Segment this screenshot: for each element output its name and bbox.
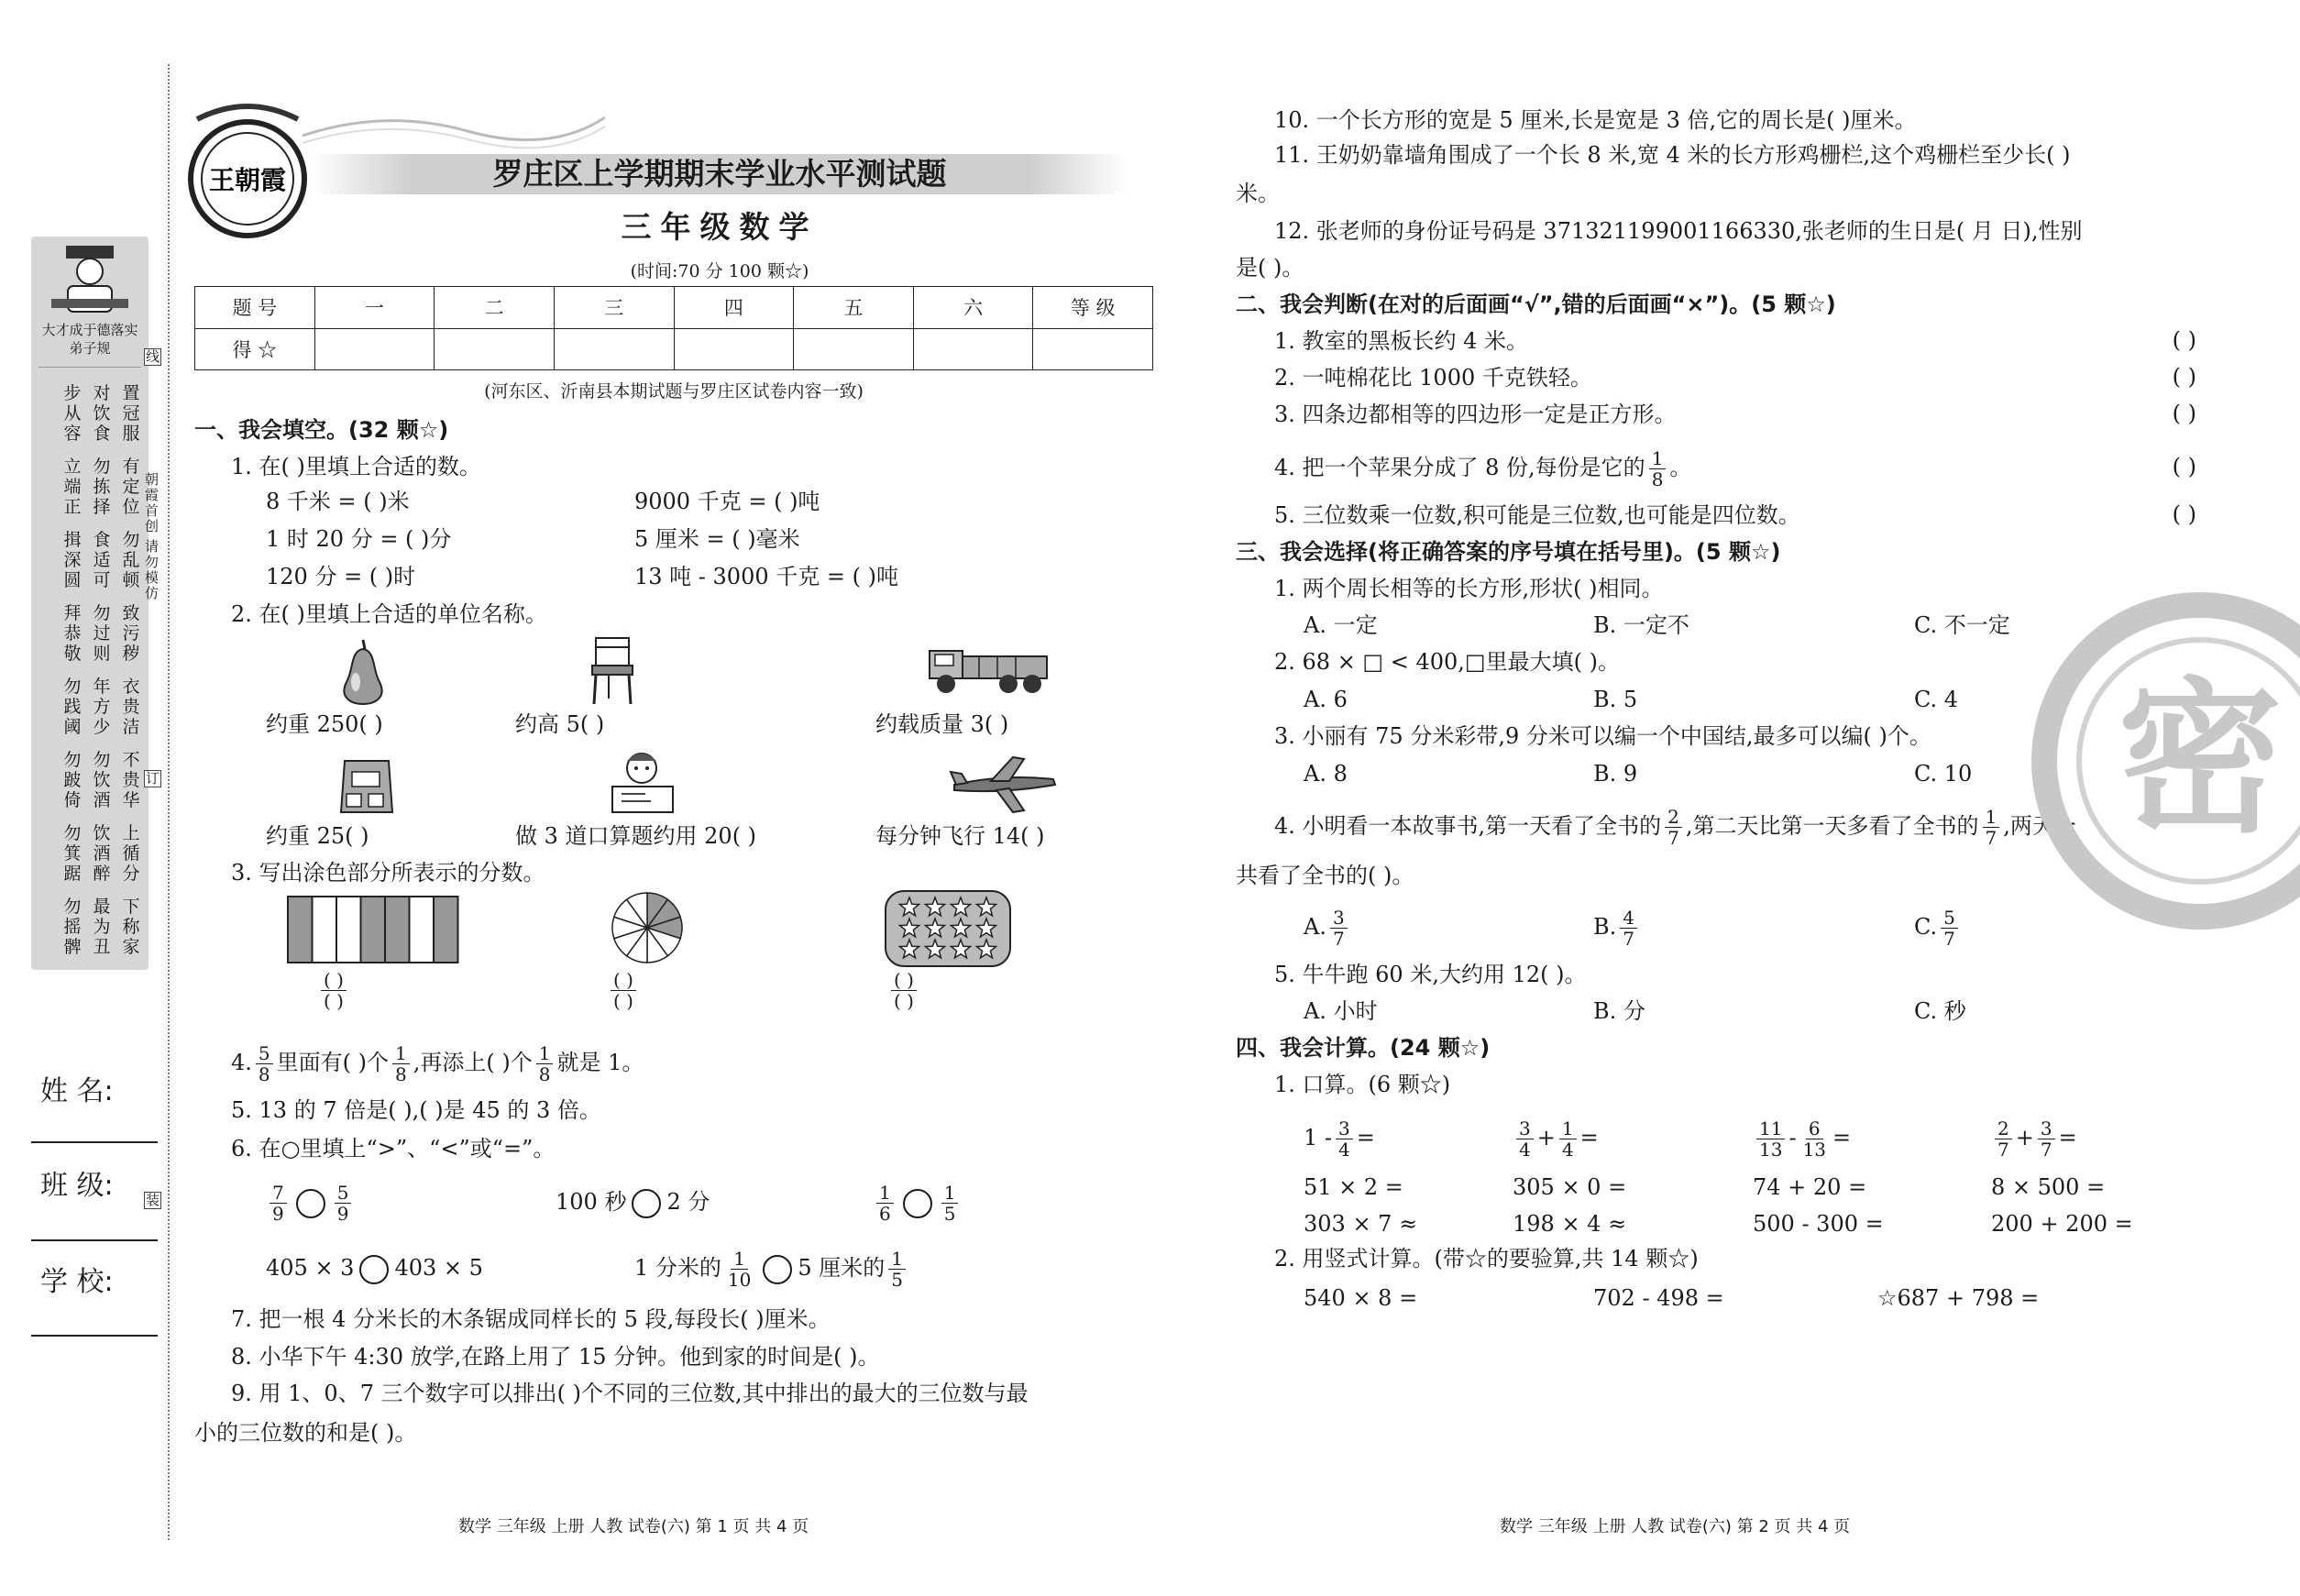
- score-row-label: 得 ☆: [195, 328, 315, 370]
- calc-1-c[interactable]: $\frac{11}{13}$ - $\frac{6}{13}$ =: [1753, 1118, 1851, 1160]
- pear-icon: [337, 636, 389, 706]
- score-cell[interactable]: [554, 328, 674, 370]
- score-cell[interactable]: [314, 328, 435, 370]
- score-header-cell: 三: [554, 287, 674, 329]
- q5[interactable]: 5. 13 的 7 倍是( ),( )是 45 的 3 倍。: [231, 1097, 601, 1123]
- q9-line1[interactable]: 9. 用 1、0、7 三个数字可以排出( )个不同的三位数,其中排出的最大的三位数与最: [231, 1381, 1029, 1406]
- calc-item[interactable]: 702 - 498 =: [1593, 1285, 1724, 1311]
- score-header-cell: 一: [314, 287, 435, 329]
- calc-item[interactable]: 303 × 7 ≈: [1304, 1211, 1418, 1237]
- judge-3-answer[interactable]: ( ): [2172, 401, 2196, 426]
- q3-prompt: 3. 写出涂色部分所表示的分数。: [231, 860, 545, 886]
- scholar-figure-icon: [48, 244, 132, 317]
- calc-item[interactable]: 200 + 200 =: [1991, 1211, 2133, 1237]
- q3c-answer[interactable]: $\frac{( )}{( )}$: [887, 970, 920, 1011]
- fraction-3-4: $\frac{3}{4}$: [1336, 1118, 1353, 1160]
- q6b[interactable]: 100 秒 2 分: [556, 1188, 710, 1218]
- student-writing-icon: [609, 748, 677, 816]
- calc-item[interactable]: 305 × 0 =: [1513, 1174, 1627, 1200]
- fraction-6-13: $\frac{6}{13}$: [1802, 1117, 1827, 1161]
- name-field[interactable]: [31, 1141, 158, 1143]
- q2f[interactable]: 每分钟飞行 14( ): [875, 823, 1045, 849]
- class-field[interactable]: [31, 1239, 158, 1241]
- choice-3-a[interactable]: A. 8: [1304, 761, 1348, 787]
- judge-5: 5. 三位数乘一位数,积可能是三位数,也可能是四位数。 ( ): [1274, 501, 2196, 528]
- motto-column: 揖深圆: [63, 530, 82, 590]
- motto-column: 下称家: [122, 897, 140, 957]
- fraction-2-7-b: $\frac{2}{7}$: [1995, 1118, 2012, 1160]
- bar-segment: [361, 897, 386, 963]
- fraction-1-5: $\frac{1}{5}$: [941, 1183, 959, 1224]
- bar-segment: [313, 897, 337, 963]
- motto-column: 勿拣择: [93, 457, 111, 517]
- airplane-icon: [949, 752, 1059, 816]
- q1f[interactable]: 13 吨 - 3000 千克 = ( )吨: [634, 564, 898, 589]
- judge-2-answer[interactable]: ( ): [2172, 364, 2196, 390]
- q12-line1[interactable]: 12. 张老师的身份证号码是 371321199001166330,张老师的生日是( 月 日),性别: [1274, 218, 2083, 244]
- q12-line2[interactable]: 是( )。: [1236, 255, 1304, 281]
- q6-prompt: 6. 在○里填上“>”、“<”或“=”。: [231, 1136, 556, 1161]
- judge-2: 2. 一吨棉花比 1000 千克铁轻。 ( ): [1274, 364, 2196, 391]
- calc-item[interactable]: ☆687 + 798 =: [1877, 1285, 2040, 1311]
- judge-3: 3. 四条边都相等的四边形一定是正方形。 ( ): [1274, 401, 2196, 427]
- page-2-footer: 数学 三年级 上册 人教 试卷(六) 第 2 页 共 4 页: [1500, 1517, 1851, 1536]
- q2-prompt: 2. 在( )里填上合适的单位名称。: [231, 601, 547, 627]
- choice-5-c[interactable]: C. 秒: [1914, 998, 1966, 1024]
- compare-circle[interactable]: [903, 1189, 932, 1218]
- q10[interactable]: 10. 一个长方形的宽是 5 厘米,长是宽是 3 倍,它的周长是( )厘米。: [1274, 107, 1917, 133]
- q1e[interactable]: 120 分 = ( )时: [266, 564, 416, 589]
- fraction-1-8-j: $\frac{1}{8}$: [1649, 448, 1667, 490]
- motto-column: 拜恭敬: [63, 603, 82, 664]
- score-header-cell: 五: [794, 287, 914, 329]
- name-label: 姓 名:: [40, 1075, 114, 1107]
- score-cell[interactable]: [435, 328, 555, 370]
- section-3-heading: 三、我会选择(将正确答案的序号填在括号里)。(5 颗☆): [1236, 539, 1781, 565]
- score-header-cell: 等 级: [1033, 287, 1153, 329]
- bar-segment: [385, 897, 410, 963]
- bar-segment: [434, 897, 458, 963]
- q3b-answer[interactable]: $\frac{( )}{( )}$: [607, 970, 640, 1011]
- judge-1-answer[interactable]: ( ): [2172, 327, 2196, 353]
- q6e[interactable]: 1 分米的 $\frac{1}{10}$ 5 厘米的 $\frac{1}{5}$: [634, 1249, 909, 1290]
- fraction-4-7: $\frac{4}{7}$: [1620, 908, 1637, 949]
- compare-circle[interactable]: [632, 1189, 661, 1218]
- fraction-11-13: $\frac{11}{13}$: [1756, 1118, 1785, 1160]
- choice-4-c[interactable]: C. $\frac{5}{7}$: [1914, 908, 1962, 949]
- motto-column: 致污秽: [122, 603, 140, 664]
- choice-2[interactable]: 2. 68 × □ < 400,□里最大填( )。: [1274, 649, 1620, 675]
- calc-item[interactable]: 500 - 300 =: [1753, 1211, 1884, 1237]
- choice-3[interactable]: 3. 小丽有 75 分米彩带,9 分米可以编一个中国结,最多可以编( )个。: [1274, 723, 1931, 749]
- fraction-5-8: $\frac{5}{8}$: [256, 1043, 273, 1084]
- class-label: 班 级:: [40, 1170, 114, 1202]
- score-table-score-row: [195, 328, 1153, 370]
- fraction-1-8-b: $\frac{1}{8}$: [536, 1043, 554, 1084]
- motto-column: 勿摇髀: [63, 897, 82, 957]
- motto-column: 勿跛倚: [63, 750, 82, 810]
- q3a-answer[interactable]: $\frac{( )}{( )}$: [317, 970, 350, 1011]
- fraction-2-7: $\frac{2}{7}$: [1665, 807, 1682, 848]
- motto-caption: 大才成于德落实弟子规: [41, 322, 138, 357]
- fraction-1-6: $\frac{1}{6}$: [876, 1183, 894, 1224]
- bar-segment: [288, 897, 313, 963]
- score-table: [194, 286, 1153, 370]
- q8[interactable]: 8. 小华下午 4:30 放学,在路上用了 15 分钟。他到家的时间是( )。: [231, 1344, 880, 1370]
- fraction-3-7-b: $\frac{3}{7}$: [2038, 1118, 2055, 1160]
- calc-item[interactable]: 74 + 20 =: [1753, 1174, 1867, 1200]
- fraction-1-4: $\frac{1}{4}$: [1559, 1118, 1577, 1160]
- judge-5-answer[interactable]: ( ): [2172, 501, 2196, 527]
- q1c[interactable]: 1 时 20 分 = ( )分: [266, 526, 452, 552]
- choice-4-a[interactable]: A. $\frac{3}{7}$: [1304, 908, 1351, 949]
- seal-ding: 订: [145, 770, 160, 787]
- score-cell[interactable]: [674, 328, 794, 370]
- motto-column: 食适可: [93, 530, 111, 590]
- choice-4-line2[interactable]: 共看了全书的( )。: [1236, 863, 1414, 888]
- choice-2-a[interactable]: A. 6: [1304, 687, 1348, 712]
- q2b[interactable]: 约高 5( ): [515, 711, 605, 737]
- q9-line2[interactable]: 小的三位数的和是( )。: [194, 1420, 417, 1446]
- judge-4-answer[interactable]: ( ): [2172, 454, 2196, 479]
- q1b[interactable]: 9000 千克 = ( )吨: [634, 489, 820, 514]
- motto-column: 不贵华: [122, 750, 140, 810]
- fraction-5-9: $\frac{5}{9}$: [335, 1183, 352, 1224]
- q2a[interactable]: 约重 250( ): [266, 711, 383, 737]
- q2c[interactable]: 约载质量 3( ): [875, 711, 1009, 737]
- motto-column: 有定位: [122, 457, 140, 517]
- stars-figure: [884, 889, 1012, 968]
- motto-column: 最为丑: [93, 897, 111, 957]
- fraction-7-9: $\frac{7}{9}$: [270, 1183, 287, 1224]
- fraction-3-7: $\frac{3}{7}$: [1330, 908, 1348, 949]
- section-2-heading: 二、我会判断(在对的后面画“√”,错的后面画“×”)。(5 颗☆): [1236, 292, 1836, 317]
- fraction-1-5-b: $\frac{1}{5}$: [888, 1249, 906, 1290]
- calc-item[interactable]: 8 × 500 =: [1991, 1174, 2106, 1200]
- shaded-bar-figure: [286, 895, 462, 964]
- calc-item[interactable]: 198 × 4 ≈: [1513, 1211, 1627, 1237]
- publisher-logo-icon: [179, 101, 316, 248]
- exam-time: (时间:70 分 100 颗☆): [630, 261, 809, 281]
- q1a[interactable]: 8 千米 = ( )米: [266, 489, 410, 514]
- flour-bag-icon: [337, 752, 396, 814]
- choice-1[interactable]: 1. 两个周长相等的长方形,形状( )相同。: [1274, 576, 1664, 601]
- choice-3-c[interactable]: C. 10: [1914, 761, 1973, 787]
- motto-column: 对饮食: [93, 383, 111, 444]
- section-1-heading: 一、我会填空。(32 颗☆): [194, 417, 449, 443]
- secret-stamp-icon: [2026, 587, 2300, 935]
- page-1-footer: 数学 三年级 上册 人教 试卷(六) 第 1 页 共 4 页: [458, 1517, 809, 1536]
- score-header-cell: 四: [674, 287, 794, 329]
- calc-2-prompt: 2. 用竖式计算。(带☆的要验算,共 14 颗☆): [1274, 1246, 1699, 1271]
- compare-circle[interactable]: [763, 1255, 792, 1284]
- choice-1-c[interactable]: C. 不一定: [1914, 612, 2010, 638]
- calc-1-prompt: 1. 口算。(6 颗☆): [1274, 1072, 1451, 1097]
- q11-line1[interactable]: 11. 王奶奶靠墙角围成了一个长 8 米,宽 4 米的长方形鸡栅栏,这个鸡栅栏至少长( ): [1274, 142, 2071, 168]
- compare-circle[interactable]: [296, 1189, 325, 1218]
- fraction-1-8: $\frac{1}{8}$: [392, 1043, 410, 1084]
- bar-segment: [410, 897, 435, 963]
- seal-zhuang: 装: [145, 1192, 160, 1208]
- fraction-3-4-b: $\frac{3}{4}$: [1516, 1118, 1534, 1160]
- calc-item[interactable]: 51 × 2 =: [1304, 1174, 1403, 1200]
- choice-4-b[interactable]: B. $\frac{4}{7}$: [1593, 908, 1641, 949]
- q2e[interactable]: 做 3 道口算题约用 20( ): [515, 823, 757, 849]
- choice-5-b[interactable]: B. 分: [1593, 998, 1645, 1024]
- judge-1: 1. 教室的黑板长约 4 米。 ( ): [1274, 327, 2196, 354]
- fraction-1-7: $\frac{1}{7}$: [1983, 807, 2000, 848]
- truck-icon: [924, 638, 1052, 699]
- q1-prompt: 1. 在( )里填上合适的数。: [231, 454, 481, 479]
- motto-column: 勿乱顿: [122, 530, 140, 590]
- shaded-circle-figure: [609, 889, 686, 966]
- region-note: (河东区、沂南县本期试题与罗庄区试卷内容一致): [484, 381, 864, 402]
- seal-xian: 线: [145, 348, 160, 365]
- choice-2-b[interactable]: B. 5: [1593, 687, 1638, 712]
- motto-column: 年方少: [93, 677, 111, 737]
- motto-panel: [31, 237, 149, 970]
- q11-line2: 米。: [1236, 181, 1280, 206]
- school-field[interactable]: [31, 1335, 158, 1337]
- score-header-cell: 二: [435, 287, 555, 329]
- choice-1-b[interactable]: B. 一定不: [1593, 612, 1689, 638]
- choice-4[interactable]: 4. 小明看一本故事书,第一天看了全书的 $\frac{2}{7}$ ,第二天比第一天多看了全书的 $\frac{1}{7}$ ,两天一: [1274, 806, 2076, 849]
- q6a[interactable]: [266, 1183, 355, 1224]
- motto-column: 勿过则: [93, 603, 111, 664]
- fraction-1-10: $\frac{1}{10}$: [727, 1248, 752, 1291]
- choice-3-b[interactable]: B. 9: [1593, 761, 1638, 787]
- binding-dotted-line: [168, 64, 170, 1540]
- motto-column: 勿饮酒: [93, 750, 111, 810]
- fraction-5-7: $\frac{5}{7}$: [1941, 908, 1958, 949]
- school-label: 学 校:: [40, 1266, 114, 1298]
- q4: 4. $\frac{5}{8}$ 里面有( )个 $\frac{1}{8}$ ,再添上( )个 $\frac{1}{8}$ 就是 1。: [231, 1042, 644, 1085]
- score-header-cell: 题 号: [195, 287, 315, 329]
- choice-5-a[interactable]: A. 小时: [1304, 998, 1378, 1024]
- motto-column: 饮酒醉: [93, 823, 111, 884]
- choice-2-c[interactable]: C. 4: [1914, 687, 1959, 712]
- side-text-original: 朝霞首创: [144, 471, 159, 534]
- choice-5[interactable]: 5. 牛牛跑 60 米,大约用 12( )。: [1274, 962, 1587, 987]
- motto-column: 衣贵洁: [122, 677, 140, 737]
- chair-icon: [587, 634, 638, 708]
- score-cell[interactable]: [794, 328, 914, 370]
- q2d[interactable]: 约重 25( ): [266, 823, 369, 849]
- compare-circle[interactable]: [359, 1255, 389, 1284]
- judge-4: 4. 把一个苹果分成了 8 份,每份是它的 $\frac{1}{8}$ 。 ( ): [1274, 447, 2196, 490]
- stamp-char: 密: [2117, 664, 2283, 855]
- motto-column: 步从容: [63, 383, 82, 444]
- choice-1-a[interactable]: A. 一定: [1304, 612, 1378, 638]
- score-header-cell: 六: [913, 287, 1033, 329]
- exam-subtitle: 三年级数学: [621, 209, 819, 245]
- motto-column: 置冠服: [122, 383, 140, 444]
- motto-column: 上循分: [122, 823, 140, 884]
- calc-1-d[interactable]: $\frac{2}{7}$ + $\frac{3}{7}$ =: [1991, 1118, 2077, 1160]
- calc-1-b[interactable]: $\frac{3}{4}$ + $\frac{1}{4}$ =: [1513, 1118, 1599, 1160]
- q7[interactable]: 7. 把一根 4 分米长的木条锯成同样长的 5 段,每段长( )厘米。: [231, 1306, 831, 1332]
- q6c[interactable]: [873, 1183, 962, 1224]
- section-4-heading: 四、我会计算。(24 颗☆): [1236, 1035, 1491, 1061]
- motto-column: 立端正: [63, 457, 82, 517]
- score-table-header-row: [195, 287, 1153, 329]
- q6d[interactable]: 405 × 3 403 × 5: [266, 1254, 483, 1284]
- q1d[interactable]: 5 厘米 = ( )毫米: [634, 526, 800, 552]
- score-cell[interactable]: [913, 328, 1033, 370]
- motto-column: 勿践阈: [63, 677, 82, 737]
- logo-text: 王朝霞: [208, 165, 287, 195]
- bar-segment: [336, 897, 361, 963]
- exam-title: 罗庄区上学期期末学业水平测试题: [492, 156, 947, 192]
- score-cell[interactable]: [1033, 328, 1153, 370]
- calc-item[interactable]: 540 × 8 =: [1304, 1285, 1418, 1311]
- motto-column: 勿箕踞: [63, 823, 82, 884]
- side-text-no-copy: 请勿模仿: [144, 538, 159, 601]
- calc-1-a[interactable]: 1 - $\frac{3}{4}$ =: [1304, 1117, 1375, 1161]
